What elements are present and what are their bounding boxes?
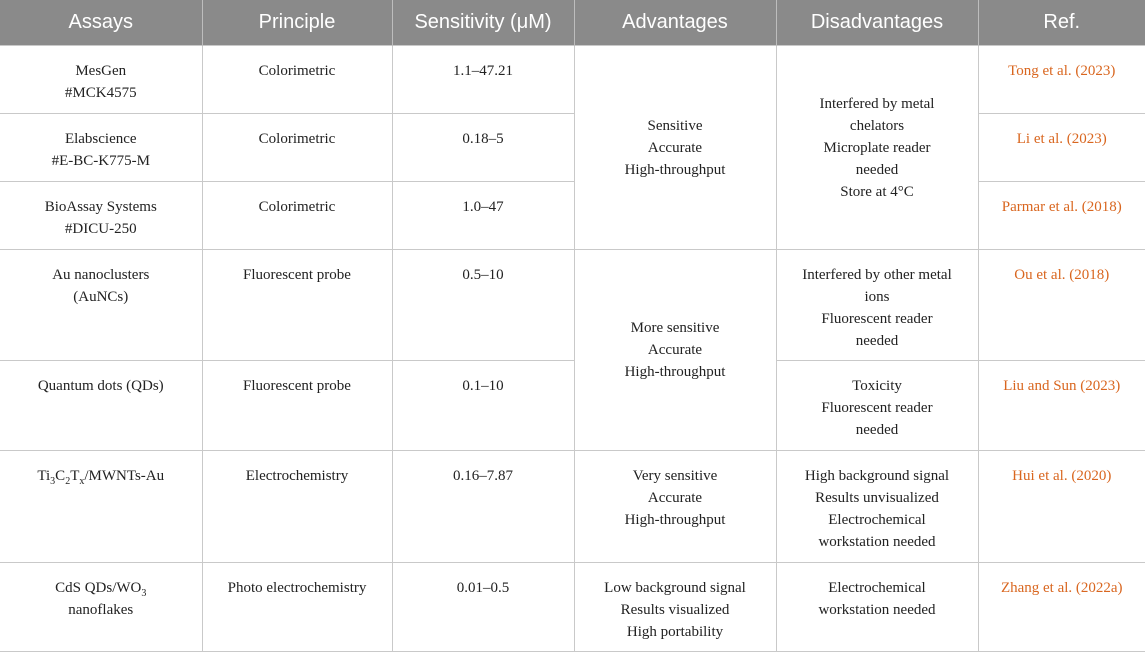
disadvantage-item: Electrochemical [828, 512, 926, 528]
disadvantage-item: Toxicity [852, 378, 902, 394]
advantage-item: Results visualized [620, 602, 730, 618]
table-row [0, 250, 1145, 361]
assay-cell [0, 114, 202, 182]
disadvantage-item: Microplate reader [823, 139, 931, 156]
advantage-item: Very sensitive [632, 468, 718, 484]
assay-name: Quantum dots (QDs) [37, 378, 164, 394]
header-row [0, 0, 1145, 46]
table-row [0, 451, 1145, 563]
sensitivity-cell: 0.5–10 [392, 250, 574, 361]
sensitivity-cell: 1.1–47.21 [392, 46, 574, 114]
disadvantages-cell-colorimetric [776, 46, 978, 250]
assay-catalog: #E-BC-K775-M [51, 153, 150, 169]
table-row [0, 563, 1145, 652]
advantages-cell-fluorescent [574, 250, 776, 451]
disadvantage-item: Fluorescent reader [821, 311, 933, 327]
ref-link[interactable]: Li et al. (2023) [1016, 131, 1107, 147]
assay-cell [0, 182, 202, 250]
assay-name: BioAssay Systems [44, 199, 157, 215]
disadvantage-item: ions [864, 289, 890, 305]
assay-catalog: #DICU-250 [64, 221, 137, 237]
assay-name: MesGen [75, 63, 127, 79]
sensitivity-cell: 0.01–0.5 [392, 563, 574, 652]
disadvantage-item: chelators [849, 117, 905, 134]
ref-cell [978, 182, 1145, 250]
formula-part: Ti [37, 468, 51, 484]
assay-cell [0, 361, 202, 451]
disadvantages-cell [776, 563, 978, 652]
header-disadvantages: Disadvantages [776, 0, 978, 46]
table-row [0, 46, 1145, 114]
advantage-item: High-throughput [624, 512, 726, 528]
formula-subscript: x [79, 476, 85, 487]
disadvantage-item: workstation needed [818, 602, 936, 618]
assay-cell [0, 250, 202, 361]
assay-name-line2: nanoflakes [68, 602, 134, 618]
disadvantages-cell [776, 250, 978, 361]
advantages-cell [574, 451, 776, 563]
advantages-cell-colorimetric [574, 46, 776, 250]
assay-name: Au nanoclusters [52, 267, 150, 283]
advantage-item: Low background signal [604, 580, 746, 596]
header-advantages: Advantages [574, 0, 776, 46]
disadvantage-item: High background signal [804, 468, 950, 484]
disadvantages-cell [776, 451, 978, 563]
principle-cell: Electrochemistry [202, 451, 392, 563]
disadvantage-item: Interfered by metal [819, 95, 935, 112]
principle-cell: Photo electrochemistry [202, 563, 392, 652]
disadvantage-item: needed [855, 422, 899, 438]
advantage-item: Accurate [647, 490, 703, 506]
sensitivity-cell: 0.18–5 [392, 114, 574, 182]
assay-name [6, 577, 196, 599]
disadvantage-item: Store at 4°C [840, 183, 914, 200]
assay-abbrev: (AuNCs) [73, 289, 129, 305]
principle-cell: Colorimetric [202, 46, 392, 114]
ref-cell [978, 114, 1145, 182]
disadvantage-item: Fluorescent reader [821, 400, 933, 416]
ref-link[interactable]: Zhang et al. (2022a) [1000, 580, 1123, 596]
advantage-item: High-throughput [624, 161, 726, 178]
advantage-item: Sensitive [647, 117, 703, 134]
disadvantage-item: Electrochemical [828, 580, 926, 596]
formula-subscript: 3 [141, 588, 147, 599]
principle-cell: Colorimetric [202, 182, 392, 250]
ref-cell [978, 46, 1145, 114]
principle-cell: Fluorescent probe [202, 361, 392, 451]
formula-subscript: 2 [65, 476, 71, 487]
table-row [0, 361, 1145, 451]
principle-cell: Fluorescent probe [202, 250, 392, 361]
assay-cell [0, 46, 202, 114]
advantage-item: Accurate [647, 139, 703, 156]
formula-part: /MWNTs-Au [84, 468, 165, 484]
header-sensitivity: Sensitivity (μM) [392, 0, 574, 46]
header-assays: Assays [0, 0, 202, 46]
ref-cell [978, 250, 1145, 361]
sensitivity-cell: 1.0–47 [392, 182, 574, 250]
assay-name [37, 468, 165, 487]
assay-catalog: #MCK4575 [64, 85, 137, 101]
formula-subscript: 3 [50, 476, 56, 487]
disadvantages-cell [776, 361, 978, 451]
sensitivity-cell: 0.1–10 [392, 361, 574, 451]
sensitivity-cell: 0.16–7.87 [392, 451, 574, 563]
ref-link[interactable]: Tong et al. (2023) [1008, 63, 1116, 79]
header-ref: Ref. [978, 0, 1145, 46]
disadvantage-item: workstation needed [818, 534, 936, 550]
header-principle: Principle [202, 0, 392, 46]
ref-link[interactable]: Parmar et al. (2018) [1001, 199, 1122, 215]
disadvantage-item: needed [855, 161, 899, 178]
principle-cell: Colorimetric [202, 114, 392, 182]
formula-part: T [70, 468, 80, 484]
advantage-item: Accurate [647, 342, 703, 358]
advantage-item: High portability [626, 624, 724, 640]
advantage-item: High-throughput [624, 364, 726, 380]
ref-link[interactable]: Ou et al. (2018) [1014, 267, 1110, 283]
advantages-cell [574, 563, 776, 652]
ref-cell [978, 563, 1145, 652]
ref-link[interactable]: Liu and Sun (2023) [1003, 378, 1121, 394]
formula-part: CdS QDs/WO [55, 580, 142, 596]
disadvantage-item: Results unvisualized [815, 490, 939, 506]
ref-cell [978, 451, 1145, 563]
disadvantage-item: Interfered by other metal [802, 267, 952, 283]
assay-name: Elabscience [64, 131, 137, 147]
assay-cell [0, 451, 202, 563]
ref-link[interactable]: Hui et al. (2020) [1012, 468, 1112, 484]
advantage-item: More sensitive [630, 320, 720, 336]
assay-cell [0, 563, 202, 652]
disadvantage-item: needed [855, 333, 899, 349]
ref-cell [978, 361, 1145, 451]
formula-part: C [55, 468, 66, 484]
